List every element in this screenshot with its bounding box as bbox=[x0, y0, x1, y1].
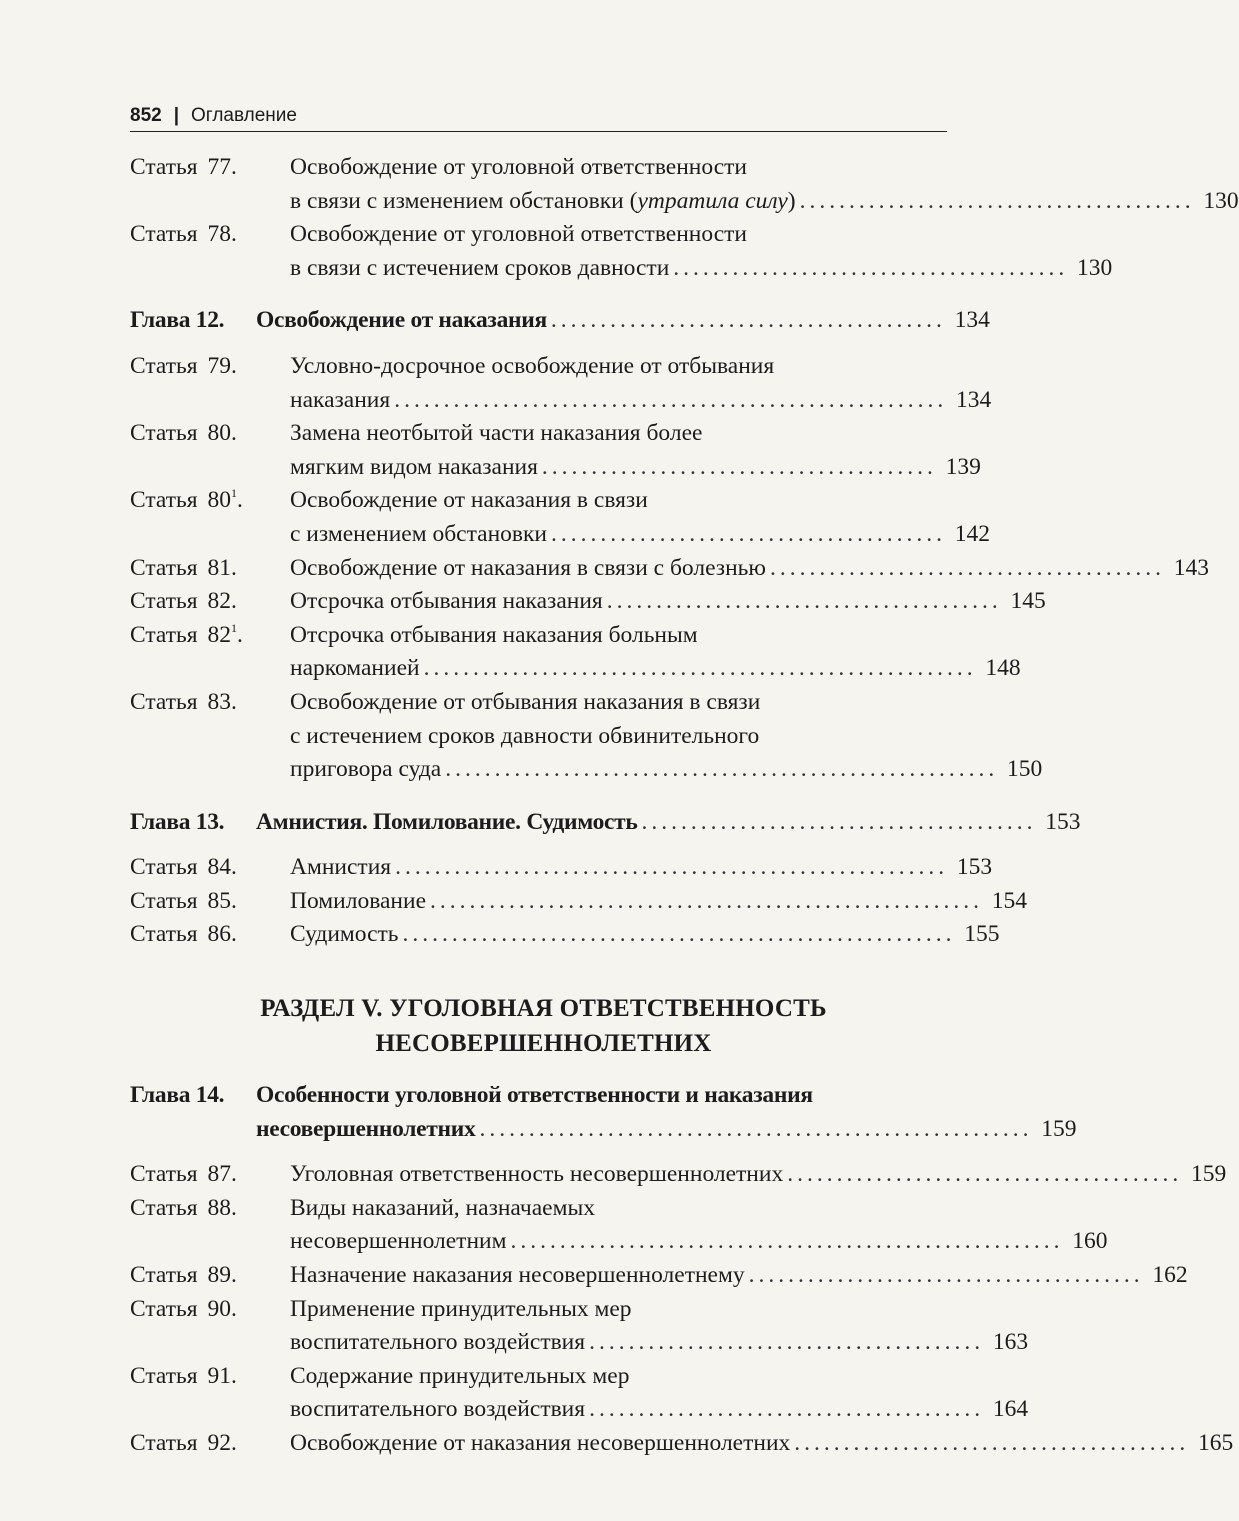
leader-dots: ........................................................ bbox=[395, 854, 949, 881]
chapter-title: Особенности уголовной ответственности и наказания bbox=[256, 1082, 813, 1109]
leader-dots: ........................................ bbox=[589, 1329, 985, 1356]
section-heading[interactable] bbox=[140, 991, 947, 1061]
toc-entry-article-90[interactable]: Статья 90. Применение принудительных мер bbox=[130, 1295, 632, 1322]
entry-page-number: 130 bbox=[1077, 254, 1113, 281]
toc-entry-article-77[interactable] bbox=[130, 151, 947, 185]
chapter-title: Освобождение от наказания bbox=[256, 307, 547, 334]
header-separator: | bbox=[173, 105, 180, 126]
entry-number: 77. bbox=[207, 154, 237, 180]
entry-label: Статья bbox=[130, 154, 198, 180]
running-header bbox=[130, 98, 947, 132]
toc-entry-article-78[interactable]: Статья 78. Освобождение от уголовной ответственности bbox=[130, 221, 747, 248]
entry-page-number: 130 bbox=[1203, 187, 1239, 214]
toc-entry-article-88[interactable]: Статья 88. Виды наказаний, назначаемых bbox=[130, 1194, 596, 1221]
toc-entry-article-89[interactable]: Статья 89. Назначение наказания несовершеннолетнему ........................................ 162 bbox=[130, 1259, 947, 1293]
toc-entry-article-83[interactable]: Статья 83. Освобождение от отбывания наказания в связи bbox=[130, 688, 761, 715]
leader-dots: ........................................................ bbox=[430, 887, 983, 914]
toc-entry-article-91[interactable]: Статья 91. Содержание принудительных мер bbox=[130, 1362, 630, 1389]
entry-page-number: 134 bbox=[954, 307, 990, 334]
leader-dots: ........................................................ bbox=[479, 1115, 1033, 1142]
leader-dots: ........................................ bbox=[541, 453, 937, 480]
leader-dots: ........................................ bbox=[799, 187, 1195, 214]
toc-entry-article-87[interactable]: Статья 87. Уголовная ответственность несовершеннолетних ........................................ 159 bbox=[130, 1158, 947, 1192]
table-of-contents: Статья 77. Освобождение от уголовной ответственности в связи с изменением обстановки (утратила силу) ........................................ 130 Статья 78. Освобождение от уголовной ответственности в связи с истечением сроков давности ........................................ 130 Глава 12. Освобождение от наказания ........................................ 134 Статья 79. Условно-досрочное освобождение от отбывания наказания ........................................................ 134 Статья 80. Замена неотбытой части наказания более мягким видом наказания ........................................ 139 Статья $80^1$. Освобождение от наказания в связи с изменением обстановки ........................................ 142 Статья 81. Освобождение от наказания в связи с болезнью ........................................ 143 Статья 82. Отсрочка отбывания наказания ........................................ 145 Статья $82^1$. Отсрочка отбывания наказания больным наркоманией ........................................................ 148 Статья 83. Освобождение от отбывания наказания в связи с истечением сроков давности обвинительного приговора суда ........................................................ 150 Глава 13. Амнистия. Помилование. Судимость ........................................ 153 Статья 84. Амнистия ........................................................ 153 Статья 85. Помилование ........................................................ 154 Статья 86. Судимость ........................................................ 155 РАЗДЕЛ V. УГОЛОВНАЯ ОТВЕТСТВЕННОСТЬ НЕСОВЕРШЕННОЛЕТНИХ Глава 14. Особенности уголовной ответственности и наказания несовершеннолетних ........................................................ 159 Статья 87. Уголовная ответственность несовершеннолетних ........................................ 159 Статья 88. Виды наказаний, назначаемых несовершеннолетним ........................................................ 160 Статья 89. Назначение наказания несовершеннолетнему ........................................ 162 Статья 90. Применение принудительных мер воспитательного воздействия ........................................ 163 Статья 91. Содержание принудительных мер воспитательного воздействия ........................................ 164 Статья 92. Освобождение от наказания несовершеннолетних ........................................ 165 bbox=[130, 151, 947, 1461]
chapter-label: Глава 12. bbox=[130, 307, 225, 334]
toc-entry-article-82-1[interactable]: Статья $82^1$. Отсрочка отбывания наказания больным bbox=[130, 620, 698, 648]
toc-entry-article-85[interactable]: Статья 85. Помилование ........................................................ 154 bbox=[130, 885, 947, 919]
chapter-label: Глава 14. bbox=[130, 1082, 225, 1109]
toc-entry-article-79[interactable]: Статья 79. Условно-досрочное освобождение от отбывания bbox=[130, 352, 775, 379]
section-title-line-2: НЕСОВЕРШЕННОЛЕТНИХ bbox=[375, 1030, 712, 1058]
header-title: Оглавление bbox=[191, 105, 297, 126]
leader-dots: ........................................................ bbox=[510, 1228, 1064, 1255]
leader-dots: ........................................................ bbox=[402, 921, 956, 948]
chapter-label: Глава 13. bbox=[130, 808, 225, 835]
leader-dots: ........................................ bbox=[551, 520, 947, 547]
leader-dots: ........................................ bbox=[769, 554, 1165, 581]
toc-chapter-12[interactable] bbox=[130, 304, 990, 338]
toc-chapter-14[interactable] bbox=[130, 1079, 947, 1113]
toc-entry-article-86[interactable]: Статья 86. Судимость ........................................................ 155 bbox=[130, 918, 947, 952]
leader-dots: ........................................................ bbox=[423, 655, 977, 682]
leader-dots: ........................................ bbox=[606, 588, 1002, 615]
leader-dots: ........................................ bbox=[673, 254, 1069, 281]
leader-dots: ........................................ bbox=[794, 1430, 1190, 1456]
toc-chapter-13[interactable]: Глава 13. Амнистия. Помилование. Судимость ........................................ 153 bbox=[130, 806, 947, 840]
toc-entry-article-92[interactable]: Статья 92. Освобождение от наказания несовершеннолетних ........................................ 165 bbox=[130, 1427, 947, 1461]
toc-entry-article-82[interactable]: Статья 82. Отсрочка отбывания наказания ........................................ 145 bbox=[130, 585, 947, 619]
leader-dots: ........................................................ bbox=[445, 756, 999, 783]
status-note: утратила силу bbox=[637, 187, 788, 214]
toc-entry-article-84[interactable]: Статья 84. Амнистия ........................................................ 153 bbox=[130, 851, 947, 885]
leader-dots: ........................................................ bbox=[394, 386, 948, 413]
toc-entry-article-80-1[interactable]: Статья $80^1$. Освобождение от наказания в связи bbox=[130, 486, 648, 514]
leader-dots: ........................................ bbox=[641, 808, 1037, 835]
leader-dots: ........................................ bbox=[787, 1161, 1183, 1188]
chapter-title: Амнистия. Помилование. Судимость bbox=[256, 808, 638, 835]
leader-dots: ........................................ bbox=[589, 1396, 985, 1423]
leader-dots: ........................................ bbox=[550, 307, 946, 334]
leader-dots: ........................................ bbox=[748, 1262, 1144, 1289]
toc-entry-article-80[interactable]: Статья 80. Замена неотбытой части наказания более bbox=[130, 420, 703, 447]
section-title-line-1: РАЗДЕЛ V. УГОЛОВНАЯ ОТВЕТСТВЕННОСТЬ bbox=[260, 995, 827, 1023]
entry-title: Освобождение от уголовной ответственности bbox=[290, 154, 747, 180]
toc-entry-article-81[interactable]: Статья 81. Освобождение от наказания в связи с болезнью ........................................ 143 bbox=[130, 552, 947, 586]
page-number: 852 bbox=[130, 105, 162, 126]
